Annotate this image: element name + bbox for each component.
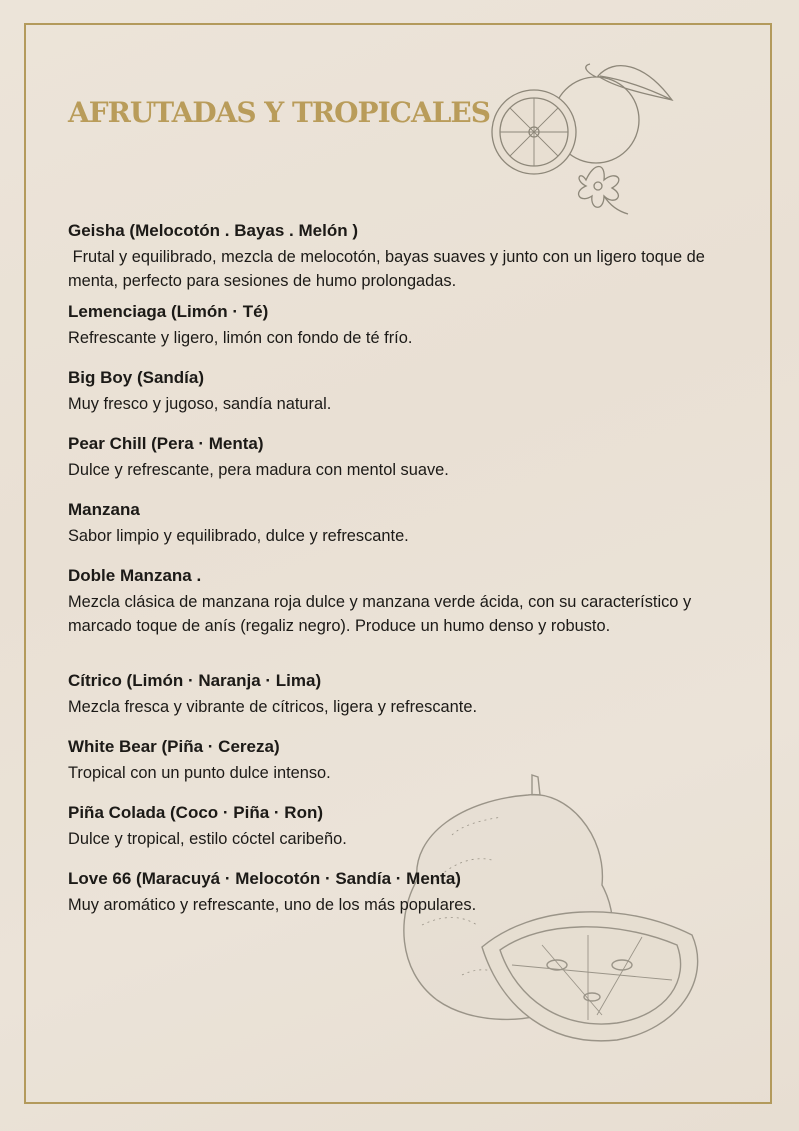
item-name: Lemenciaga (Limón · Té) bbox=[68, 302, 269, 321]
menu-item-citrico bbox=[68, 670, 738, 719]
menu-item-doble-manzana bbox=[68, 565, 738, 638]
menu-item-manzana bbox=[68, 499, 738, 548]
item-name: Piña Colada (Coco · Piña · Ron) bbox=[68, 803, 324, 822]
item-description: Tropical con un punto dulce intenso. bbox=[68, 764, 331, 782]
item-description: Mezcla fresca y vibrante de cítricos, ligera y refrescante. bbox=[68, 698, 478, 716]
menu-item-big-boy bbox=[68, 367, 738, 416]
item-description: Mezcla clásica de manzana roja dulce y manzana verde ácida, con su característico y marcado toque de anís (regaliz negro). Produce un humo denso y robusto. bbox=[68, 593, 696, 635]
item-description: Muy fresco y jugoso, sandía natural. bbox=[68, 395, 332, 413]
section-title: AFRUTADAS Y TROPICALES bbox=[68, 96, 490, 129]
item-name: White Bear (Piña · Cereza) bbox=[68, 737, 280, 756]
item-description: Muy aromático y refrescante, uno de los más populares. bbox=[68, 896, 477, 914]
item-description: Sabor limpio y equilibrado, dulce y refrescante. bbox=[68, 527, 409, 545]
menu-item-pina-colada bbox=[68, 802, 738, 851]
item-description: Frutal y equilibrado, mezcla de melocotón, bayas suaves y junto con un ligero toque de menta, perfecto para sesiones de humo prolongadas. bbox=[68, 248, 710, 290]
item-name: Manzana bbox=[68, 500, 140, 519]
item-name: Pear Chill (Pera · Menta) bbox=[68, 434, 264, 453]
orange-illustration bbox=[486, 62, 676, 217]
menu-item-pear-chill bbox=[68, 433, 738, 482]
item-name: Big Boy (Sandía) bbox=[68, 368, 205, 387]
item-name: Doble Manzana . bbox=[68, 566, 202, 585]
menu-item-love-66 bbox=[68, 868, 738, 917]
item-name: Love 66 (Maracuyá · Melocotón · Sandía · Menta) bbox=[68, 869, 461, 888]
menu-item-white-bear bbox=[68, 736, 738, 785]
item-name: Geisha (Melocotón . Bayas . Melón ) bbox=[68, 221, 358, 240]
menu-item-geisha bbox=[68, 220, 738, 293]
item-description: Dulce y refrescante, pera madura con mentol suave. bbox=[68, 461, 449, 479]
item-name: Cítrico (Limón · Naranja · Lima) bbox=[68, 671, 322, 690]
item-description: Dulce y tropical, estilo cóctel caribeño. bbox=[68, 830, 347, 848]
flavor-menu bbox=[68, 220, 738, 917]
menu-item-lemenciaga bbox=[68, 301, 738, 350]
item-description: Refrescante y ligero, limón con fondo de té frío. bbox=[68, 329, 413, 347]
